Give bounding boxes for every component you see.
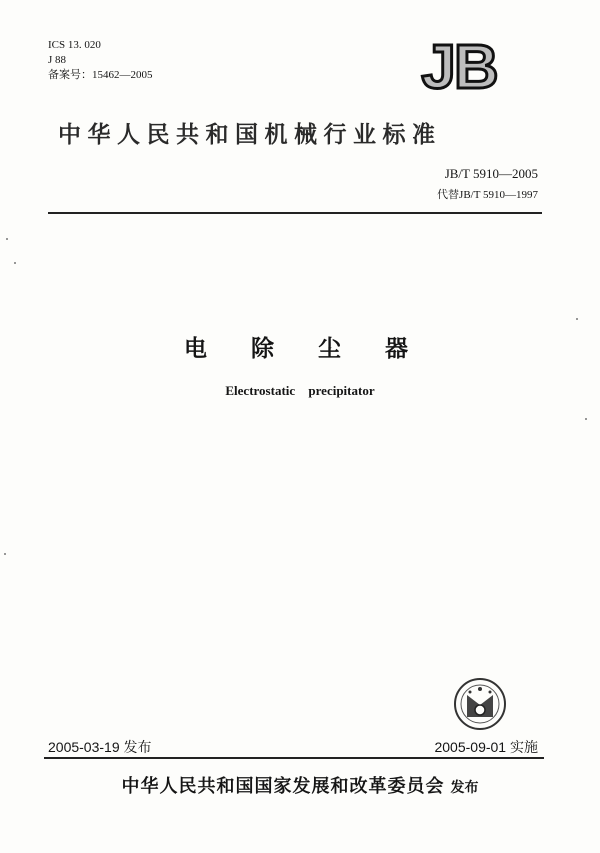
- record-number: 备案号：15462—2005: [48, 69, 153, 81]
- scan-speck: [4, 553, 6, 555]
- footer-divider: [44, 757, 544, 759]
- standard-number: JB/T 5910—2005: [444, 166, 538, 181]
- official-seal-icon: [453, 677, 507, 731]
- scan-speck: [585, 418, 587, 420]
- ics-code: ICS 13. 020: [48, 39, 101, 51]
- scan-speck: [14, 262, 16, 264]
- title-english: Electrostatic precipitator: [225, 383, 375, 398]
- publisher-organization: 中华人民共和国国家发展和改革委员会: [121, 776, 445, 797]
- implementation-date: 2005-09-01 实施: [434, 739, 538, 755]
- issuing-organization: 中华人民共和国机械行业标准: [58, 122, 442, 148]
- class-code: J 88: [48, 54, 67, 66]
- jb-logo-text: JB: [421, 38, 497, 94]
- header-divider: [48, 212, 542, 214]
- replaces-standard: 代替JB/T 5910—1997: [437, 189, 538, 201]
- scan-speck: [576, 318, 578, 320]
- publisher-suffix: 发布: [450, 780, 479, 796]
- jb-logo: [403, 38, 515, 94]
- title-chinese: 电 除 尘 器: [183, 336, 427, 362]
- scan-speck: [6, 238, 8, 240]
- publisher-line: [0, 772, 600, 798]
- issue-date: 2005-03-19 发布: [48, 739, 152, 755]
